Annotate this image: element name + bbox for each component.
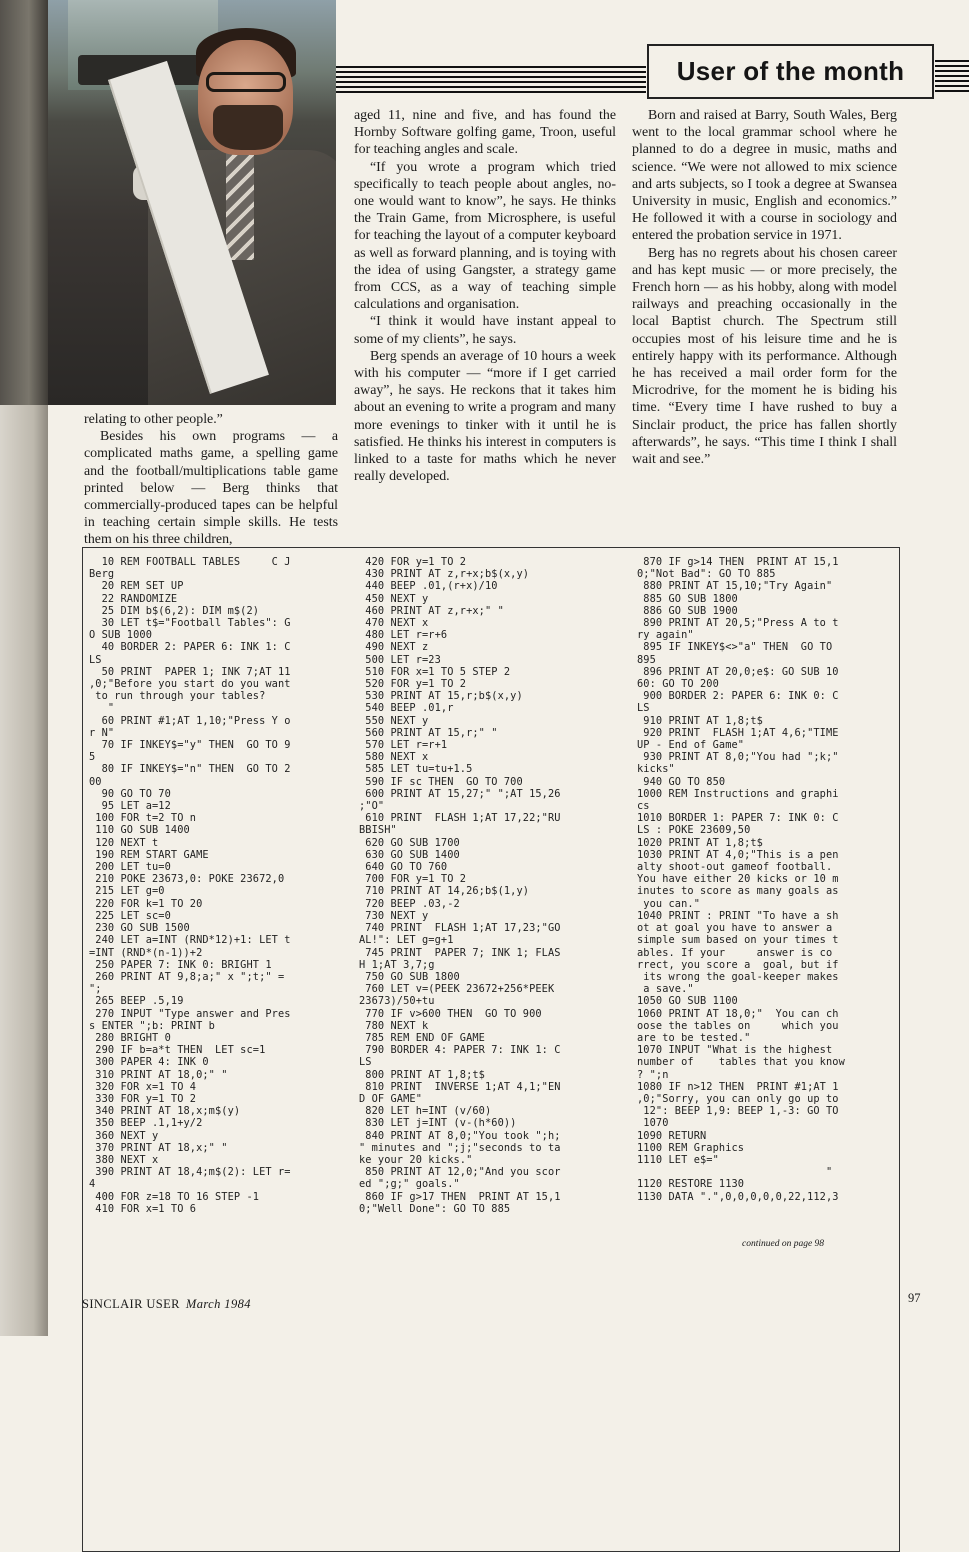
paragraph: Berg spends an average of 10 hours a week with his computer — “more if I get carried away”, he says. He reckons that it takes him about an evening to write a program and many more evenings to tinker with it until he is satisfied. He thinks his interest in computers is linked to a taste for maths which he never really developed. <box>354 348 616 485</box>
article-column-1 <box>84 411 338 549</box>
listing-column-2: 420 FOR y=1 TO 2 430 PRINT AT z,r+x;b$(x,y) 440 BEEP .01,(r+x)/10 450 NEXT y 460 PRINT AT z,r+x;" " 470 NEXT x 480 LET r=r+6 490 NEXT z 500 LET r=23 510 FOR x=1 TO 5 STEP 2 520 FOR y=1 TO 2 530 PRINT AT 15,r;b$(x,y) 540 BEEP .01,r 550 NEXT y 560 PRINT AT 15,r;" " 570 LET r=r+1 580 NEXT x 585 LET tu=tu+1.5 590 IF sc THEN GO TO 700 600 PRINT AT 15,27;" ";AT 15,26 ;"O" 610 PRINT FLASH 1;AT 17,22;"RU BBISH" 620 GO SUB 1700 630 GO SUB 1400 640 GO TO 760 700 FOR y=1 TO 2 710 PRINT AT 14,26;b$(1,y) 720 BEEP .03,-2 730 NEXT y 740 PRINT FLASH 1;AT 17,23;"GO AL!": LET g=g+1 745 PRINT PAPER 7; INK 1; FLAS H 1;AT 3,7;g 750 GO SUB 1800 760 LET v=(PEEK 23672+256*PEEK 23673)/50+tu 770 IF v>600 THEN GO TO 900 780 NEXT k 785 REM END OF GAME 790 BORDER 4: PAPER 7: INK 1: C LS 800 PRINT AT 1,8;t$ 810 PRINT INVERSE 1;AT 4,1;"EN D OF GAME" 820 LET h=INT (v/60) 830 LET j=INT (v-(h*60)) 840 PRINT AT 8,0;"You took ";h; " minutes and ";j;"seconds to ta ke your 20 kicks." 850 PRINT AT 12,0;"And you scor ed ";g;" goals." 860 IF g>17 THEN PRINT AT 15,1 0;"Well Done": GO TO 885 <box>359 556 561 1215</box>
page-footer <box>82 1297 251 1312</box>
paragraph: aged 11, nine and five, and has found the Hornby Software golfing game, Troon, useful for teaching angles and scale. <box>354 108 616 158</box>
photo-beard <box>213 105 283 150</box>
paragraph: Berg has no regrets about his chosen career and has kept music — or more precisely, the French horn — as his hobby, along with model railways and preaching occasionally in the local Baptist church. The Spectrum still occupies most of his leisure time and he is entirely happy with its performance. Although he has received a mail order form for the Microdrive, for the moment he is biding his time. “Every time I have rushed to buy a Sinclair product, the price has fallen shortly afterwards”, he says. “This time I think I shall wait and see.” <box>632 245 897 468</box>
photo-glasses <box>206 72 286 92</box>
binding-photo-edge <box>0 0 48 405</box>
paragraph: “If you wrote a program which tried specifically to teach people about angles, no-one would want to know”, he says. He thinks the Train Game, from Microsphere, is useful for teaching the layout of a computer keyboard as well as forward planning, and is toying with the idea of using Gangster, a strategy game from CCS, as a way of teaching simple calculations and organisation. <box>354 159 616 313</box>
portrait-photo <box>48 0 336 405</box>
photo-tie <box>226 150 254 260</box>
section-title: User of the month <box>676 56 905 86</box>
paragraph: Besides his own programs — a complicated maths game, a spelling game and the football/multiplications table game printed below — Berg thinks that commercially-produced tapes can be helpful in teaching certain simple skills. He tests them on his three children, <box>84 429 338 548</box>
listing-column-1: 10 REM FOOTBALL TABLES C J Berg 20 REM SET UP 22 RANDOMIZE 25 DIM b$(6,2): DIM m$(2) 30 LET t$="Football Tables": G O SUB 1000 40 BORDER 2: PAPER 6: INK 1: C LS 50 PRINT PAPER 1; INK 7;AT 11 ,0;"Before you start do you want to run through your tables? " 60 PRINT #1;AT 1,10;"Press Y o r N" 70 IF INKEY$="y" THEN GO TO 9 5 80 IF INKEY$="n" THEN GO TO 2 00 90 GO TO 70 95 LET a=12 100 FOR t=2 TO n 110 GO SUB 1400 120 NEXT t 190 REM START GAME 200 LET tu=0 210 POKE 23673,0: POKE 23672,0 215 LET g=0 220 FOR k=1 TO 20 225 LET sc=0 230 GO SUB 1500 240 LET a=INT (RND*12)+1: LET t =INT (RND*(n-1))+2 250 PAPER 7: INK 0: BRIGHT 1 260 PRINT AT 9,8;a;" x ";t;" = "; 265 BEEP .5,19 270 INPUT "Type answer and Pres s ENTER ";b: PRINT b 280 BRIGHT 0 290 IF b=a*t THEN LET sc=1 300 PAPER 4: INK 0 310 PRINT AT 18,0;" " 320 FOR x=1 TO 4 330 FOR y=1 TO 2 340 PRINT AT 18,x;m$(y) 350 BEEP .1,1+y/2 360 NEXT y 370 PRINT AT 18,x;" " 380 NEXT x 390 PRINT AT 18,4;m$(2): LET r= 4 400 FOR z=18 TO 16 STEP -1 410 FOR x=1 TO 6 <box>89 556 291 1215</box>
issue-date: March 1984 <box>185 1297 251 1311</box>
header-stripes-right <box>935 60 969 94</box>
section-title-box <box>647 44 934 99</box>
paragraph: relating to other people.” <box>84 412 223 427</box>
paragraph: “I think it would have instant appeal to some of my clients”, he says. <box>354 314 616 347</box>
paragraph: Born and raised at Barry, South Wales, Berg went to the local grammar school where he planned to do a degree in music, maths and science. “We were not allowed to mix science and arts subjects, so I took a degree at Swansea University in music, English and economics.” He followed it with a course in sociology and entered the probation service in 1971. <box>632 108 897 244</box>
listing-column-3: 870 IF g>14 THEN PRINT AT 15,1 0;"Not Bad": GO TO 885 880 PRINT AT 15,10;"Try Again" 885 GO SUB 1800 886 GO SUB 1900 890 PRINT AT 20,5;"Press A to t ry again" 895 IF INKEY$<>"a" THEN GO TO 895 896 PRINT AT 20,0;e$: GO SUB 10 60: GO TO 200 900 BORDER 2: PAPER 6: INK 0: C LS 910 PRINT AT 1,8;t$ 920 PRINT FLASH 1;AT 4,6;"TIME UP - End of Game" 930 PRINT AT 8,0;"You had ";k;" kicks" 940 GO TO 850 1000 REM Instructions and graphi cs 1010 BORDER 1: PAPER 7: INK 0: C LS : POKE 23609,50 1020 PRINT AT 1,8;t$ 1030 PRINT AT 4,0;"This is a pen alty shoot-out gameof football. You have either 20 kicks or 10 m inutes to score as many goals as you can." 1040 PRINT : PRINT "To have a sh ot at goal you have to answer a simple sum based on your times t ables. If your answer is co rrect, you score a goal, but if its wrong the goal-keeper makes a save." 1050 GO SUB 1100 1060 PRINT AT 18,0;" You can ch oose the tables on which you are to be tested." 1070 INPUT "What is the highest number of tables that you know ? ";n 1080 IF n>12 THEN PRINT #1;AT 1 ,0;"Sorry, you can only go up to 12": BEEP 1,9: BEEP 1,-3: GO TO 1070 1090 RETURN 1100 REM Graphics 1110 LET e$=" " 1120 RESTORE 1130 1130 DATA ".",0,0,0,0,0,22,112,3 <box>637 556 845 1203</box>
magazine-name: SINCLAIR USER <box>82 1297 180 1311</box>
program-listing-box <box>82 547 900 1552</box>
header-stripes <box>336 66 646 94</box>
article-column-3 <box>632 107 897 468</box>
continued-note: continued on page 98 <box>742 1239 825 1249</box>
article-column-2 <box>354 107 616 485</box>
page-number: 97 <box>908 1291 921 1305</box>
